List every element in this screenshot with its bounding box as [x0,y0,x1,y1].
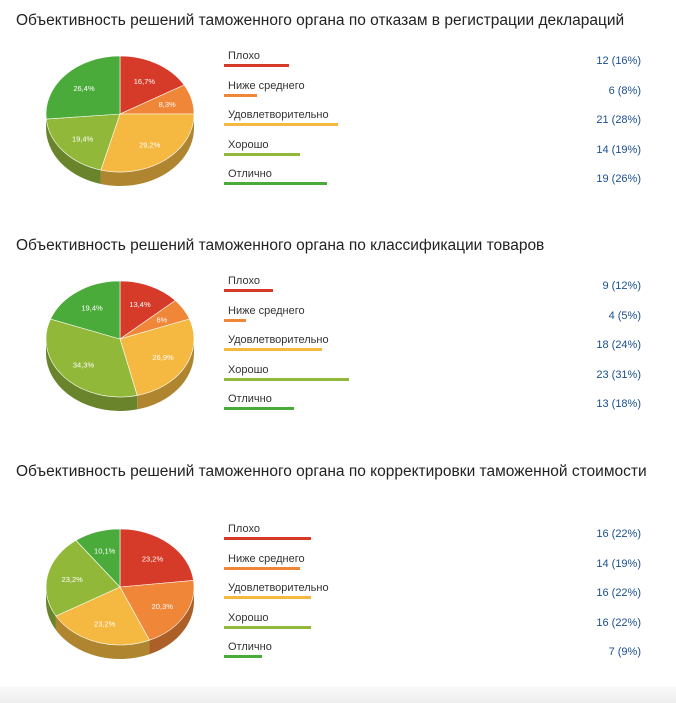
legend-bar [224,655,262,658]
legend-count: 14 (19%) [596,143,641,156]
legend-row-excellent [224,641,654,670]
pie-data-label: 6% [156,315,168,325]
chart-title: Объективность решений таможенного органа по классификации товаров [16,237,545,254]
pie-data-label: 19,4% [71,134,94,144]
legend-label: Отлично [228,168,272,181]
legend-bar [224,626,311,629]
legend-row-satisfactory [224,334,654,363]
legend-label: Хорошо [228,363,269,376]
legend-row-satisfactory [224,109,654,138]
legend-count: 9 (12%) [602,280,641,292]
legend-label: Отлично [228,641,272,654]
legend-row-below-average [224,305,654,334]
legend-label: Ниже среднего [228,304,305,317]
legend-bar [224,537,311,540]
legend-bar [224,567,300,570]
chart-title: Объективность решений таможенного органа по корректировки таможенной стоимости [16,463,647,480]
legend-count: 18 (24%) [596,339,641,352]
pie-data-label: 34,3% [72,360,95,370]
pie-data-label: 26,4% [73,84,95,94]
legend-label: Хорошо [228,611,269,624]
legend-row-excellent [224,168,654,197]
legend-count: 14 (19%) [596,557,641,570]
pie-data-label: 29,2% [139,140,161,150]
legend-bar [224,153,300,156]
legend-bar [224,319,246,322]
pie-data-label: 10,1% [94,546,116,556]
legend-bar [224,596,311,599]
pie-chart [40,271,200,421]
legend-label: Плохо [228,50,260,62]
pie-data-label: 16,7% [133,76,156,86]
legend-label: Ниже среднего [228,552,305,565]
pie-data-label: 23,2% [141,554,164,564]
legend-bar [224,407,294,410]
legend-count: 12 (16%) [596,55,641,67]
legend-bar [224,123,338,126]
legend-count: 21 (28%) [596,114,641,127]
chart-title: Объективность решений таможенного органа по отказам в регистрации деклараций [16,12,625,29]
legend-row-poor [224,275,654,304]
legend-row-below-average [224,553,654,582]
page-footer-band [0,686,676,703]
legend-count: 19 (26%) [596,173,641,186]
legend-bar [224,182,327,185]
legend-label: Хорошо [228,138,269,151]
legend-count: 16 (22%) [596,587,641,600]
pie-data-label: 8,3% [158,100,176,110]
chart-section-2 [0,235,676,435]
legend-row-good [224,364,654,393]
legend-row-satisfactory [224,582,654,611]
legend-label: Удовлетворительно [228,334,329,347]
legend-bar [224,64,289,67]
legend-row-good [224,612,654,641]
pie-data-label: 23,2% [61,575,83,585]
legend-count: 16 (22%) [596,616,641,629]
pie-data-label: 19,4% [81,303,103,313]
chart-section-1 [0,10,676,210]
pie-chart [40,46,200,196]
legend-count: 6 (8%) [608,84,641,97]
pie-data-label: 13,4% [129,300,151,310]
pie-chart [40,519,200,669]
legend-bar [224,378,349,381]
legend-row-excellent [224,393,654,422]
legend-row-poor [224,523,654,552]
legend-label: Плохо [228,275,260,287]
legend-label: Удовлетворительно [228,582,329,595]
pie-data-label: 20,3% [151,602,173,612]
legend-row-poor [224,50,654,79]
legend-count: 13 (18%) [596,398,641,411]
legend-bar [224,348,322,351]
legend-bar [224,94,257,97]
chart-section-3 [0,461,676,686]
legend-bar [224,289,273,292]
legend-row-good [224,139,654,168]
legend-count: 4 (5%) [608,309,641,322]
legend-label: Плохо [228,523,260,535]
pie-data-label: 26,9% [152,353,174,363]
legend-count: 7 (9%) [608,646,641,659]
legend-row-below-average [224,80,654,109]
legend-label: Ниже среднего [228,79,305,92]
legend-count: 23 (31%) [596,368,641,381]
legend-label: Удовлетворительно [228,109,329,122]
legend-count: 16 (22%) [596,528,641,540]
pie-data-label: 23,2% [94,619,116,629]
legend-label: Отлично [228,393,272,406]
